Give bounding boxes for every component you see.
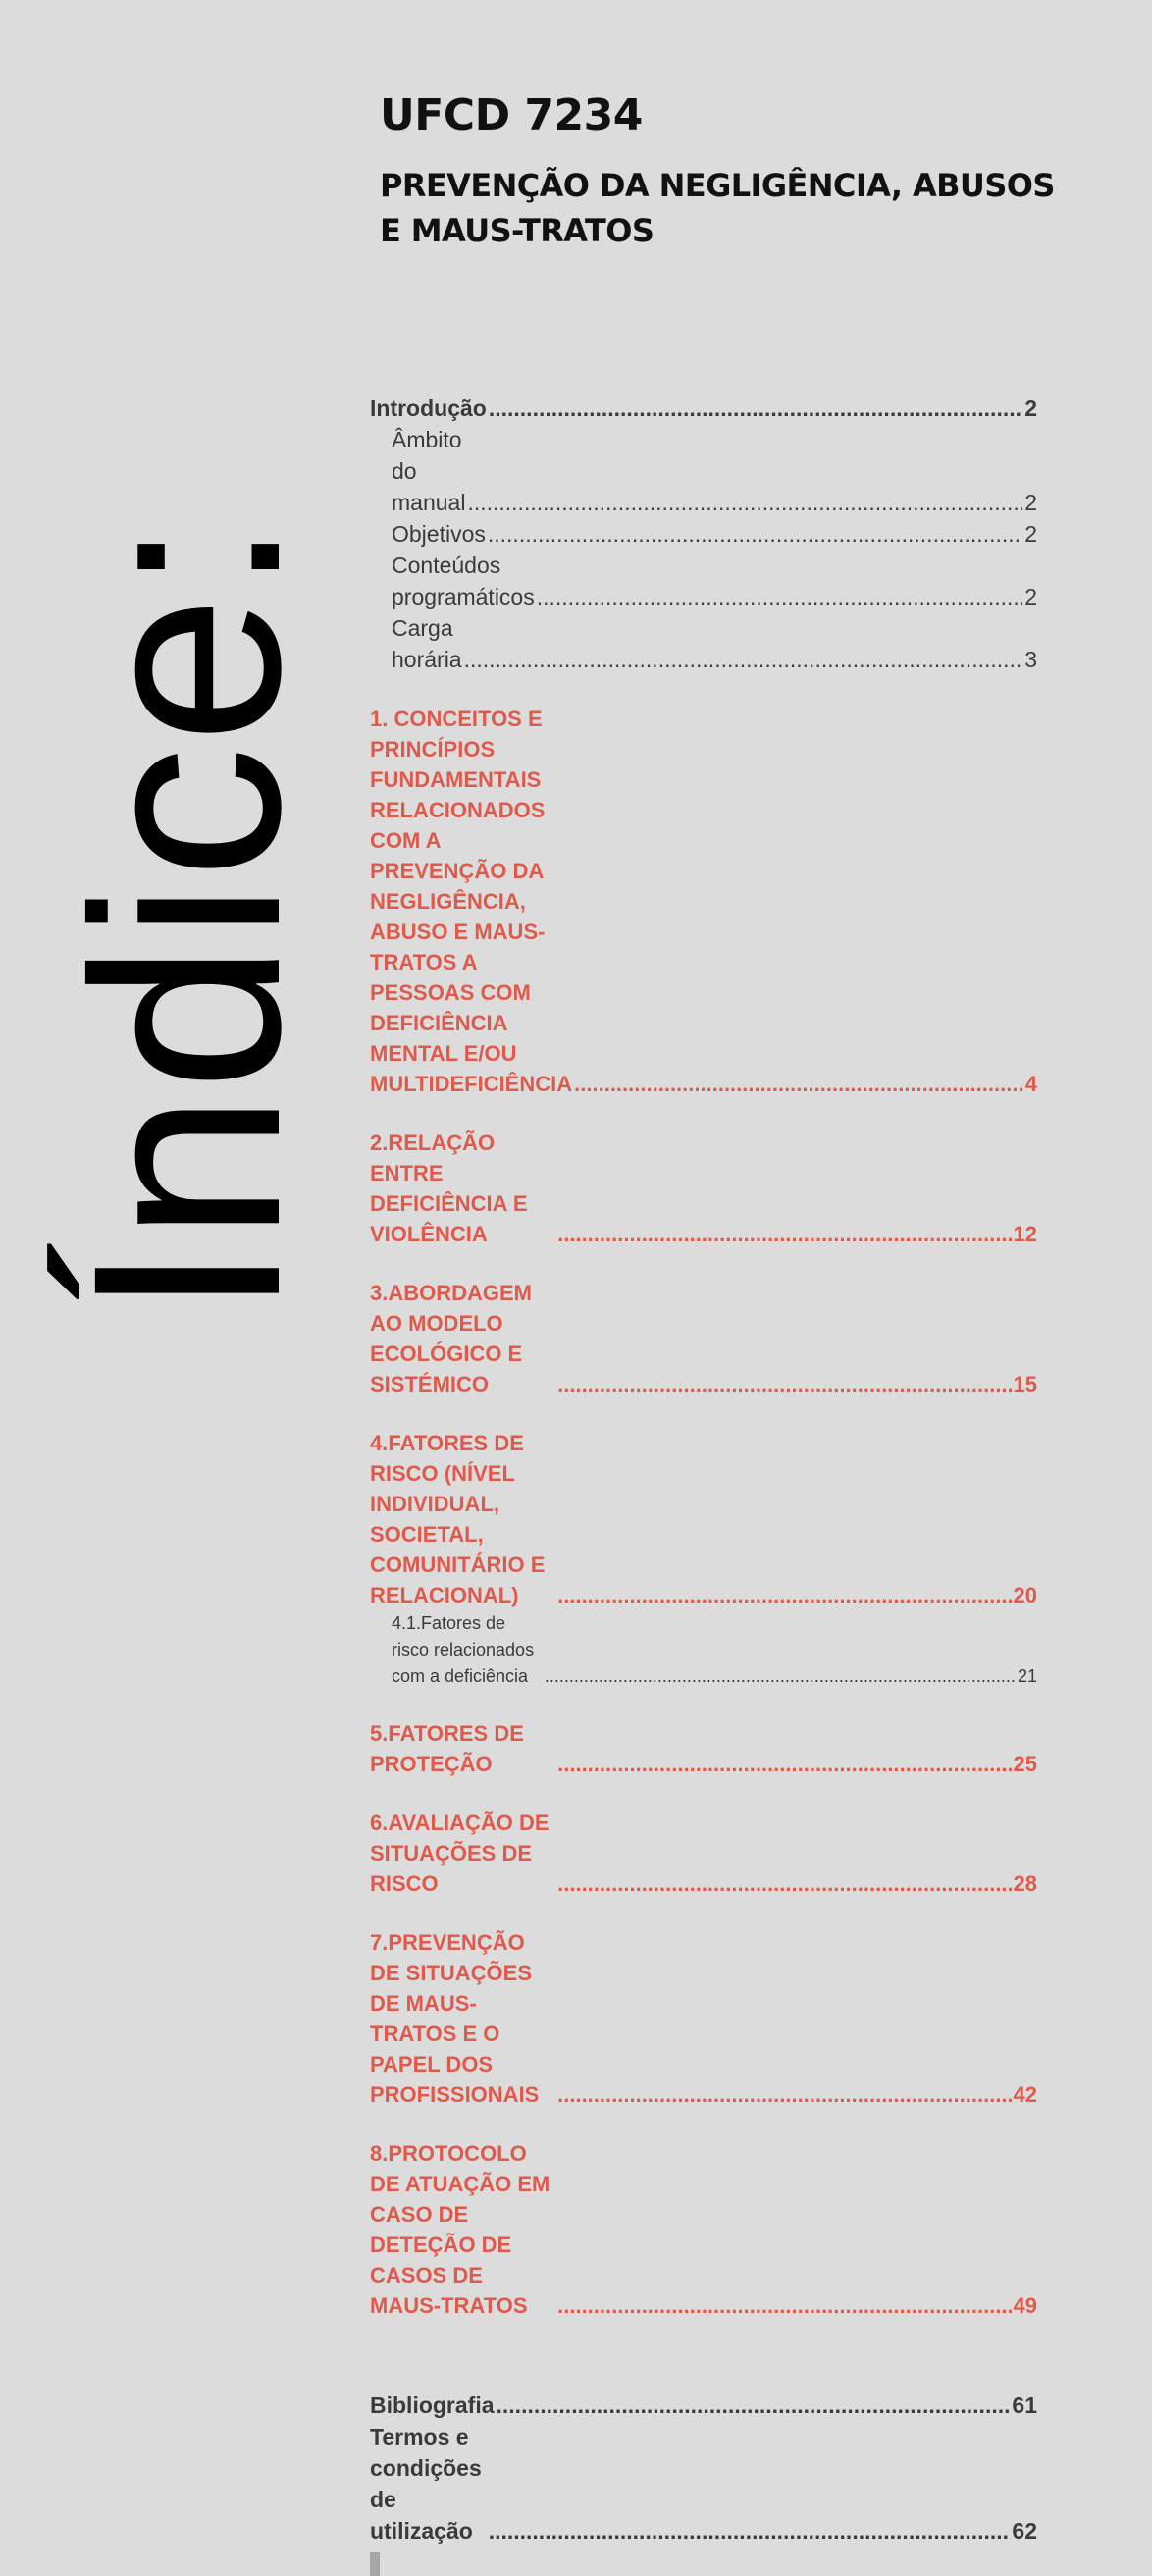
toc-entry-label: 4.FATORES DE RISCO (NÍVEL INDIVIDUAL, SOCIETAL, COMUNITÁRIO E RELACIONAL): [370, 1431, 546, 1607]
index-side-heading-text: Índice:: [37, 517, 336, 1318]
toc-entry-chapter-7[interactable]: [370, 1927, 1037, 2110]
toc-page-number: 15: [1013, 1372, 1037, 1396]
toc-entry-label: 2.RELAÇÃO ENTRE DEFICIÊNCIA E VIOLÊNCIA: [370, 1130, 528, 1246]
toc-page-number: 20: [1013, 1583, 1037, 1607]
toc-entry-chapter-5[interactable]: [370, 1718, 1037, 1779]
toc-page-number: 49: [1013, 2293, 1037, 2318]
text-cursor-marker: [370, 2552, 380, 2576]
toc-page-number: 25: [1013, 1752, 1037, 1776]
toc-dot-leader: [557, 1219, 1011, 1249]
toc-entry-label: 7.PREVENÇÃO DE SITUAÇÕES DE MAUS-TRATOS E O PAPEL DOS PROFISSIONAIS: [370, 1930, 540, 2107]
toc-dot-leader: [464, 644, 1023, 675]
toc-page-number: 21: [1017, 1666, 1037, 1686]
toc-dot-leader: [488, 518, 1022, 550]
toc-entry-intro[interactable]: [370, 393, 1037, 424]
toc-page-number: 2: [1024, 395, 1037, 421]
toc-page-number: 3: [1024, 647, 1037, 672]
toc-entry-label: Carga horária: [392, 615, 462, 672]
toc-page-number: 61: [1012, 2392, 1037, 2418]
toc-entry-chapter-8[interactable]: [370, 2138, 1037, 2321]
toc-dot-leader: [489, 393, 1022, 424]
toc-entry-scope[interactable]: [370, 424, 1037, 518]
toc-entry-contents[interactable]: [370, 550, 1037, 612]
toc-dot-leader: [574, 1069, 1023, 1099]
toc-entry-label: Introdução: [370, 395, 487, 421]
toc-entry-chapter-4[interactable]: [370, 1428, 1037, 1610]
toc-page-number: 12: [1013, 1222, 1037, 1246]
toc-page-number: 2: [1024, 490, 1037, 515]
toc-dot-leader: [557, 2079, 1011, 2110]
toc-entry-label: Objetivos: [392, 521, 486, 547]
toc-dot-leader: [557, 1580, 1011, 1610]
toc-dot-leader: [557, 1868, 1011, 1899]
document-title: [380, 163, 1067, 253]
toc-entry-label: 4.1.Fatores de risco relacionados com a deficiência: [392, 1613, 535, 1686]
toc-dot-leader: [497, 2390, 1011, 2421]
toc-entry-label: Bibliografia: [370, 2392, 495, 2418]
toc-page-number: 62: [1012, 2518, 1037, 2544]
toc-entry-chapter-6[interactable]: [370, 1808, 1037, 1899]
toc-entry-label: 3.ABORDAGEM AO MODELO ECOLÓGICO E SISTÉMICO: [370, 1281, 533, 1396]
document-title-line-1: PREVENÇÃO DA NEGLIGÊNCIA, ABUSOS: [380, 167, 1055, 204]
toc-entry-label: 1. CONCEITOS E PRINCÍPIOS FUNDAMENTAIS RELACIONADOS COM A PREVENÇÃO DA NEGLIGÊNCIA, ABUSO E MAUS-TRATOS A PESSOAS COM DEFICIÊNCIA MENTAL E/OU MULTIDEFICIÊNCIA: [370, 707, 573, 1096]
toc-entry-label: 6.AVALIAÇÃO DE SITUAÇÕES DE RISCO: [370, 1811, 550, 1896]
toc-dot-leader: [557, 1749, 1011, 1779]
toc-page-number: 2: [1024, 521, 1037, 547]
toc-entry-label: 5.FATORES DE PROTEÇÃO: [370, 1721, 524, 1776]
toc-dot-leader: [537, 581, 1022, 612]
toc-entry-label: Âmbito do manual: [392, 427, 466, 515]
document-code: UFCD 7234: [380, 90, 643, 140]
toc-entry-label: 8.PROTOCOLO DE ATUAÇÃO EM CASO DE DETEÇÃO DE CASOS DE MAUS-TRATOS: [370, 2141, 550, 2318]
toc-dot-leader: [467, 487, 1022, 518]
toc-page-number: 28: [1013, 1871, 1037, 1896]
toc-page-number: 2: [1024, 584, 1037, 609]
toc-dot-leader: [489, 2515, 1011, 2547]
toc-page-number: 4: [1024, 1072, 1037, 1096]
toc-dot-leader: [557, 2290, 1011, 2321]
toc-entry-chapter-4-1[interactable]: [370, 1610, 1037, 1690]
toc-entry-label: Termos e condições de utilização: [370, 2424, 482, 2544]
toc-page-number: 42: [1013, 2082, 1037, 2107]
toc-dot-leader: [545, 1663, 1016, 1690]
toc-entry-bibliography[interactable]: [370, 2390, 1037, 2421]
toc-entry-chapter-2[interactable]: [370, 1128, 1037, 1249]
toc-entry-chapter-3[interactable]: [370, 1278, 1037, 1399]
toc-entry-chapter-1[interactable]: [370, 704, 1037, 1099]
toc-entry-terms[interactable]: [370, 2421, 1037, 2547]
toc-dot-leader: [557, 1369, 1011, 1399]
table-of-contents: [370, 393, 1037, 2576]
document-title-line-2: E MAUS-TRATOS: [380, 212, 655, 249]
toc-entry-label: Conteúdos programáticos: [392, 552, 535, 609]
toc-entry-workload[interactable]: [370, 612, 1037, 675]
toc-entry-objectives[interactable]: [370, 518, 1037, 550]
